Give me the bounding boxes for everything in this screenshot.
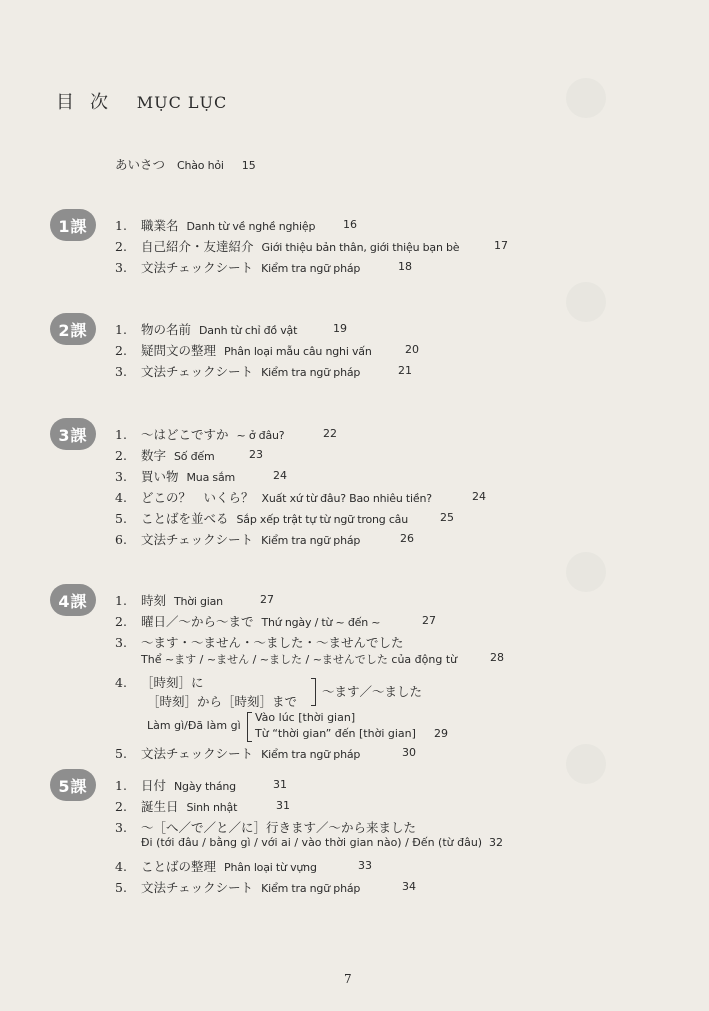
item-jp: 文法チェックシート: [141, 260, 254, 275]
item-vi: Giới thiệu bản thân, giới thiệu bạn bè: [261, 241, 460, 254]
item-page: 30: [402, 746, 416, 759]
item-vi-option: Từ “thời gian” đến [thời gian]: [255, 727, 416, 740]
item-vi: Ngày tháng: [174, 780, 236, 793]
item-num: 5.: [115, 746, 127, 761]
item-page: 28: [490, 651, 504, 664]
item-num: 1.: [115, 427, 127, 442]
item-jp: 文法チェックシート: [141, 880, 254, 895]
item-vi-left: Làm gì/Đã làm gì: [147, 719, 241, 732]
item-vi: Danh từ về nghề nghiệp: [186, 220, 316, 233]
item-vi-continuation: Thể ~ます / ~ません / ~ました / ~ませんでした của động từ: [141, 653, 458, 666]
item-vi: Kiểm tra ngữ pháp: [261, 262, 361, 275]
bleed-through-mark: [566, 744, 606, 784]
item-jp-right: ～ます／～ました: [322, 684, 423, 699]
item-jp: 職業名: [141, 218, 179, 233]
list-item: [115, 744, 360, 762]
item-num: 1.: [115, 778, 127, 793]
item-num: 1.: [115, 322, 127, 337]
list-item: [115, 530, 360, 548]
list-item: [115, 341, 372, 359]
item-vi: Kiểm tra ngữ pháp: [261, 882, 361, 895]
greeting-row: [115, 155, 256, 173]
item-jp: 自己紹介・友達紹介: [141, 239, 254, 254]
item-page: 16: [343, 218, 357, 231]
item-jp: ［時刻］に: [141, 675, 204, 690]
item-jp: どこの？ いくら？: [141, 490, 254, 505]
right-bracket: [311, 678, 316, 706]
greeting-page: 15: [241, 159, 256, 172]
list-item: [115, 612, 380, 630]
item-jp: 文法チェックシート: [141, 364, 254, 379]
item-num: 4.: [115, 490, 127, 505]
item-jp: 誕生日: [141, 799, 179, 814]
item-jp: 文法チェックシート: [141, 532, 254, 547]
list-item: [115, 425, 284, 443]
list-item: [115, 509, 408, 527]
item-vi: Phân loại mẫu câu nghi vấn: [224, 345, 372, 358]
item-jp: ～［へ／で／と／に］行きます／～から来ました: [141, 820, 417, 835]
list-item: [115, 878, 360, 896]
item-num: 6.: [115, 532, 127, 547]
bleed-through-mark: [566, 282, 606, 322]
item-num: 5.: [115, 511, 127, 526]
item-page: 24: [273, 469, 287, 482]
item-page: 21: [398, 364, 412, 377]
list-item: [115, 797, 237, 815]
item-num: 3.: [115, 364, 127, 379]
greeting-vi: Chào hỏi: [177, 159, 224, 172]
item-page: 31: [273, 778, 287, 791]
item-page: 24: [472, 490, 486, 503]
list-item: [115, 488, 432, 506]
item-page: 17: [494, 239, 508, 252]
list-item: [115, 258, 360, 276]
item-num: 5.: [115, 880, 127, 895]
item-jp-continuation: ［時刻］から［時刻］まで: [147, 694, 298, 709]
item-num: 2.: [115, 239, 127, 254]
item-page: 27: [422, 614, 436, 627]
list-item: [115, 818, 424, 836]
item-jp: 数字: [141, 448, 167, 463]
greeting-jp: あいさつ: [115, 157, 166, 172]
lesson-1-badge: 1課: [50, 209, 96, 241]
list-item: [115, 467, 235, 485]
item-page: 32: [489, 836, 503, 849]
item-num: 2.: [115, 614, 127, 629]
item-page: 27: [260, 593, 274, 606]
item-vi-continuation: Đi (tới đâu / bằng gì / với ai / vào thời gian nào) / Đến (từ đâu): [141, 836, 483, 849]
list-item: [115, 446, 215, 464]
item-jp: 買い物: [141, 469, 179, 484]
item-vi: Sắp xếp trật tự từ ngữ trong câu: [236, 513, 408, 526]
item-vi-option: Vào lúc [thời gian]: [255, 711, 356, 724]
item-num: 4.: [115, 859, 127, 874]
item-vi: Kiểm tra ngữ pháp: [261, 534, 361, 547]
item-num: 1.: [115, 593, 127, 608]
list-item: [115, 776, 236, 794]
list-item: [115, 857, 317, 875]
item-page: 31: [276, 799, 290, 812]
item-num: 2.: [115, 343, 127, 358]
item-page: 20: [405, 343, 419, 356]
item-vi: Kiểm tra ngữ pháp: [261, 366, 361, 379]
bleed-through-mark: [566, 78, 606, 118]
item-jp: 物の名前: [141, 322, 192, 337]
item-num: 4.: [115, 675, 127, 690]
item-jp: ～はどこですか: [141, 427, 229, 442]
lesson-4-badge: 4課: [50, 584, 96, 616]
item-page: 33: [358, 859, 372, 872]
list-item: [115, 216, 315, 234]
item-page: 19: [333, 322, 347, 335]
left-bracket: [247, 712, 252, 742]
item-vi: ~ ở đâu?: [236, 429, 285, 442]
list-item: [115, 320, 297, 338]
lesson-3-badge: 3課: [50, 418, 96, 450]
item-jp: 時刻: [141, 593, 167, 608]
item-num: 3.: [115, 635, 127, 650]
item-vi: Kiểm tra ngữ pháp: [261, 748, 361, 761]
item-page: 18: [398, 260, 412, 273]
item-page: 29: [434, 727, 448, 740]
item-num: 2.: [115, 448, 127, 463]
list-item: [115, 362, 360, 380]
item-jp: ことばを並べる: [141, 511, 229, 526]
item-page: 22: [323, 427, 337, 440]
lesson-5-badge: 5課: [50, 769, 96, 801]
item-vi: Thứ ngày / từ ~ đến ~: [261, 616, 381, 629]
item-num: 3.: [115, 260, 127, 275]
item-num: 2.: [115, 799, 127, 814]
item-num: 1.: [115, 218, 127, 233]
item-page: 34: [402, 880, 416, 893]
item-jp: 文法チェックシート: [141, 746, 254, 761]
item-vi: Thời gian: [174, 595, 223, 608]
item-num: 3.: [115, 469, 127, 484]
item-page: 25: [440, 511, 454, 524]
item-page: 23: [249, 448, 263, 461]
list-item: [115, 591, 223, 609]
bleed-through-mark: [566, 552, 606, 592]
page-title: [56, 88, 227, 114]
list-item: [115, 633, 412, 651]
item-jp: ～ます・～ません・～ました・～ませんでした: [141, 635, 404, 650]
item-jp: 曜日／～から～まで: [141, 614, 254, 629]
item-vi: Số đếm: [174, 450, 215, 463]
item-jp: ことばの整理: [141, 859, 217, 874]
title-vi: MỤC LỤC: [136, 93, 228, 112]
item-num: 3.: [115, 820, 127, 835]
item-vi: Sinh nhật: [186, 801, 238, 814]
item-vi: Phân loại từ vựng: [224, 861, 317, 874]
item-vi: Mua sắm: [186, 471, 236, 484]
item-page: 26: [400, 532, 414, 545]
item-vi: Xuất xứ từ đâu? Bao nhiêu tiền?: [261, 492, 432, 505]
lesson-2-badge: 2課: [50, 313, 96, 345]
item-vi: Danh từ chỉ đồ vật: [199, 324, 298, 337]
title-jp: 目次: [56, 92, 124, 113]
list-item: [115, 237, 459, 255]
item-jp: 日付: [141, 778, 167, 793]
item-jp: 疑問文の整理: [141, 343, 217, 358]
list-item: [115, 673, 212, 691]
page-number: 7: [344, 972, 352, 986]
